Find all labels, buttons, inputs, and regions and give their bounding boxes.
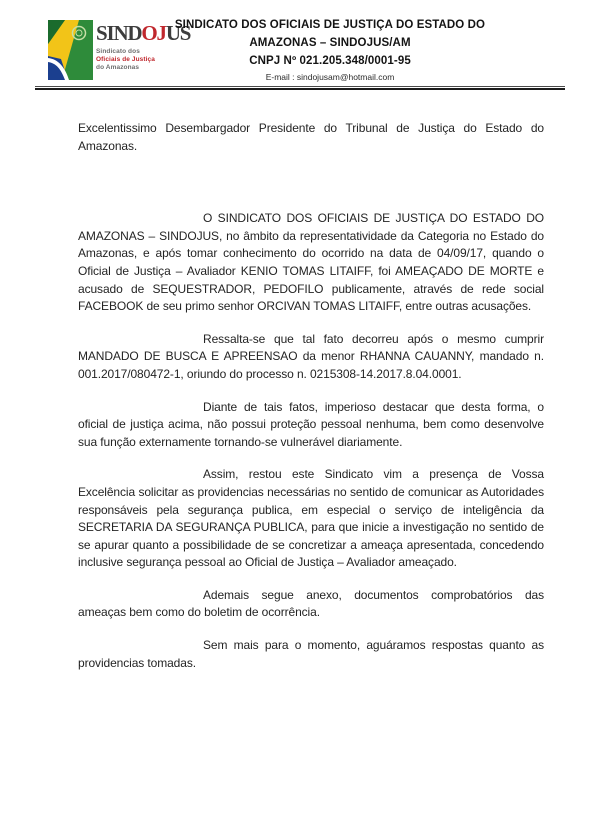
letter-salutation: Excelentissimo Desembargador Presidente do Tribunal de Justiça do Estado do Amazonas. bbox=[78, 121, 544, 153]
letter-paragraph-1: O SINDICATO DOS OFICIAIS DE JUSTIÇA DO ESTADO DO AMAZONAS – SINDOJUS, no âmbito da representatividade da Categoria no Estado do Amazonas, e após tomar conhecimento do ocorrido na data de 04/09/17, quando o Oficial de Justiça – Avaliador KENIO TOMAS LITAIFF, foi AMEAÇADO DE MORTE e acusado de SEQUESTRADOR, PEDOFILO publicamente, através de rede social FACEBOOK de seu primo senhor ORCIVAN TOMAS LITAIFF, entre outras acusações. bbox=[78, 211, 544, 314]
logo-subtitle-line3: do Amazonas bbox=[96, 64, 140, 71]
org-email: E-mail : sindojusam@hotmail.com bbox=[265, 72, 395, 82]
logo-acronym-part3: US bbox=[165, 21, 191, 45]
header-divider bbox=[35, 86, 565, 90]
org-cnpj: CNPJ Nº 021.205.348/0001-95 bbox=[249, 55, 411, 67]
org-name-line1: SINDICATO DOS OFICIAIS DE JUSTIÇA DO ESTADO DO bbox=[174, 19, 486, 31]
letter-paragraph-4: Assim, restou este Sindicato vim a presença de Vossa Excelência solicitar as providencias necessárias no sentido de comunicar as Autoridades responsáveis pela segurança publica, em especial o serviço de inteligência da SECRETARIA DA SEGURANÇA PUBLICA, para que inicie a investigação no sentido de se apurar quanto a possibilidade de se concretizar a ameaça apresentada, concedendo inclusive segurança pessoal ao Oficial de Justiça – Avaliador ameaçado. bbox=[78, 467, 544, 570]
letter-paragraph-3: Diante de tais fatos, imperioso destacar que desta forma, o oficial de justiça acima, não possui proteção pessoal nenhuma, bem como desenvolve sua função externamente tornando-se vulnerável diariamente. bbox=[78, 399, 544, 449]
logo-acronym-part2: OJ bbox=[141, 21, 166, 45]
logo-acronym-part1: SIND bbox=[96, 21, 142, 45]
org-name-line2: AMAZONAS – SINDOJUS/AM bbox=[249, 37, 411, 49]
letter-body bbox=[78, 120, 544, 687]
flag-emblem-icon bbox=[48, 20, 93, 80]
sindojus-flag-emblem bbox=[48, 20, 93, 80]
logo-subtitle-line2: Oficiais de Justiça bbox=[96, 56, 155, 63]
letter-paragraph-6: Sem mais para o momento, aguáramos respostas quanto as providencias tomadas. bbox=[78, 638, 544, 670]
letter-paragraph-5: Ademais segue anexo, documentos comprobatórios das ameaças bem como do boletim de ocorrência. bbox=[78, 587, 544, 620]
header-title-block bbox=[172, 16, 488, 84]
letter-paragraph-2: Ressalta-se que tal fato decorreu após o mesmo cumprir MANDADO DE BUSCA E APREENSAO da menor RHANNA CAUANNY, mandado n. 001.2017/080472-1, oriundo do processo n. 0215308-14.2017.8.04.0001. bbox=[78, 331, 544, 381]
logo-subtitle-line1: Sindicato dos bbox=[96, 48, 140, 55]
